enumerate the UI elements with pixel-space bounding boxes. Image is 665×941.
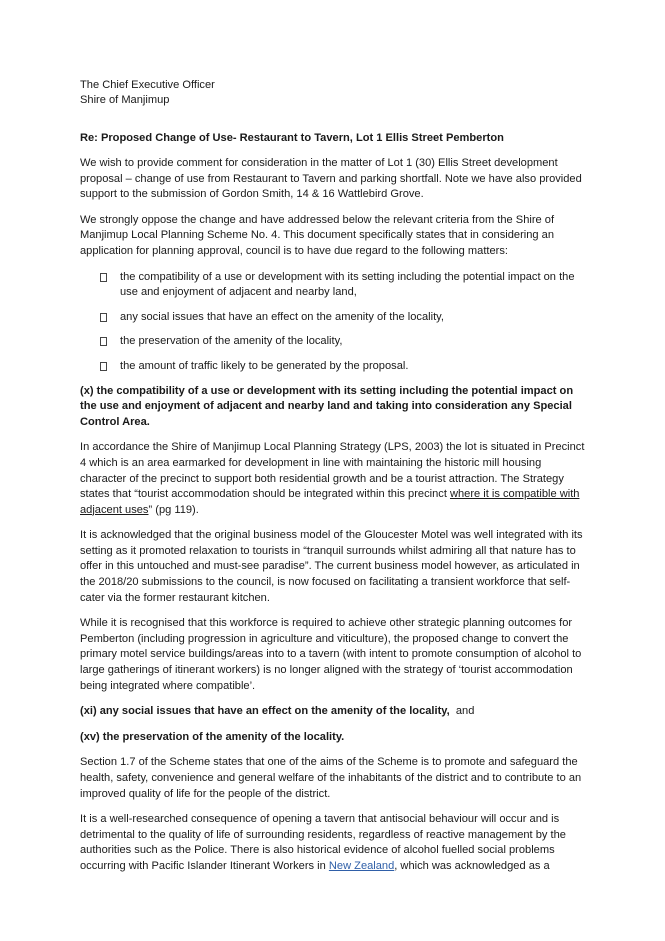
intro-paragraph: We wish to provide comment for consideration in the matter of Lot 1 (30) Ellis Street development proposal – change of use from Restaurant to Tavern and parking shortfall. Note we have also provided support to the submission of Gordon Smith, 14 & 16 Wattlebird Grove. bbox=[80, 157, 582, 201]
list-item bbox=[80, 359, 585, 375]
research-text: It is a well-researched consequence of opening a tavern that antisocial behaviour will occur and is detrimental to the quality of life of surrounding residents, regardless of reactive management by the authorities such as the Police. There is also historical evidence of alcohol fuelled social problems occurring with Pacific Islander Itinerant Workers in bbox=[80, 813, 566, 872]
criteria-text: the preservation of the amenity of the locality, bbox=[120, 335, 343, 348]
lps-text: In accordance the Shire of Manjimup Local Planning Strategy (LPS, 2003) the lot is situated in Precinct 4 which is an area earmarked for development in line with maintaining the historic mill housing character of the precinct to support both residential growth and be a tourist attraction. The Strategy states that “tourist accommodation should be integrated within this precinct bbox=[80, 441, 585, 501]
recipient-organisation: Shire of Manjimup bbox=[80, 94, 170, 107]
motel-paragraph: It is acknowledged that the original business model of the Gloucester Motel was well integrated with its setting as it promoted relaxation to tourists in “tranquil surrounds whilst admiring all that nature has to offer in this untouched and must-see paradise”. The current business model however, as articulated in the 2018/20 submissions to the council, is now focused on facilitating a transient workforce that self-cater via the former restaurant kitchen. bbox=[80, 529, 583, 604]
list-item bbox=[80, 310, 585, 326]
criteria-text: the amount of traffic likely to be generated by the proposal. bbox=[120, 359, 409, 372]
workforce-paragraph: While it is recognised that this workforce is required to achieve other strategic planning outcomes for Pemberton (including progression in agriculture and viticulture), the proposed change to convert the primary motel service buildings/areas into to a tavern (with intent to promote consumption of alcohol to large gatherings of itinerant workers) is no longer aligned with the strategy of ‘tourist accommodation being integrated where compatible’. bbox=[80, 617, 582, 692]
criteria-text: any social issues that have an effect on the amenity of the locality, bbox=[120, 310, 444, 323]
heading-xv: (xv) the preservation of the amenity of the locality. bbox=[80, 730, 345, 743]
criteria-text: the compatibility of a use or development with its setting including the potential impact on the use and enjoyment of adjacent and nearby land, bbox=[120, 270, 575, 299]
heading-xi-bold: (xi) any social issues that have an effect on the amenity of the locality, bbox=[80, 705, 450, 718]
recipient-address bbox=[80, 78, 585, 108]
bullet-box-icon bbox=[100, 273, 107, 282]
heading-xi-normal: and bbox=[449, 705, 475, 718]
subject-line: Re: Proposed Change of Use- Restaurant to Tavern, Lot 1 Ellis Street Pemberton bbox=[80, 132, 504, 145]
research-text-end: , which was acknowledged as a bbox=[394, 859, 550, 872]
recipient-title: The Chief Executive Officer bbox=[80, 79, 215, 91]
section-paragraph: Section 1.7 of the Scheme states that one of the aims of the Scheme is to promote and safeguard the health, safety, convenience and general welfare of the inhabitants of the district and to contribute to an improved quality of life for the people of the district. bbox=[80, 756, 582, 800]
oppose-paragraph: We strongly oppose the change and have addressed below the relevant criteria from the Shire of Manjimup Local Planning Scheme No. 4. This document specifically states that in considering an application for planning approval, council is to have due regard to the following matters: bbox=[80, 213, 555, 257]
heading-x: (x) the compatibility of a use or development with its setting including the potential impact on the use and enjoyment of adjacent and nearby land and taking into consideration any Special Control Area. bbox=[80, 384, 574, 428]
bullet-box-icon bbox=[100, 337, 107, 346]
research-paragraph bbox=[80, 812, 585, 874]
new-zealand-link[interactable]: New Zealand bbox=[328, 859, 395, 872]
lps-underlined-quote: where it is compatible with adjacent uses bbox=[80, 488, 580, 516]
heading-xi bbox=[80, 704, 585, 720]
letter-page bbox=[80, 78, 585, 885]
list-item bbox=[80, 270, 585, 301]
bullet-box-icon bbox=[100, 313, 107, 322]
bullet-box-icon bbox=[100, 362, 107, 371]
lps-paragraph bbox=[80, 440, 585, 518]
list-item bbox=[80, 334, 585, 350]
lps-text-end: ” (pg 119). bbox=[148, 503, 199, 516]
criteria-list bbox=[80, 270, 585, 375]
